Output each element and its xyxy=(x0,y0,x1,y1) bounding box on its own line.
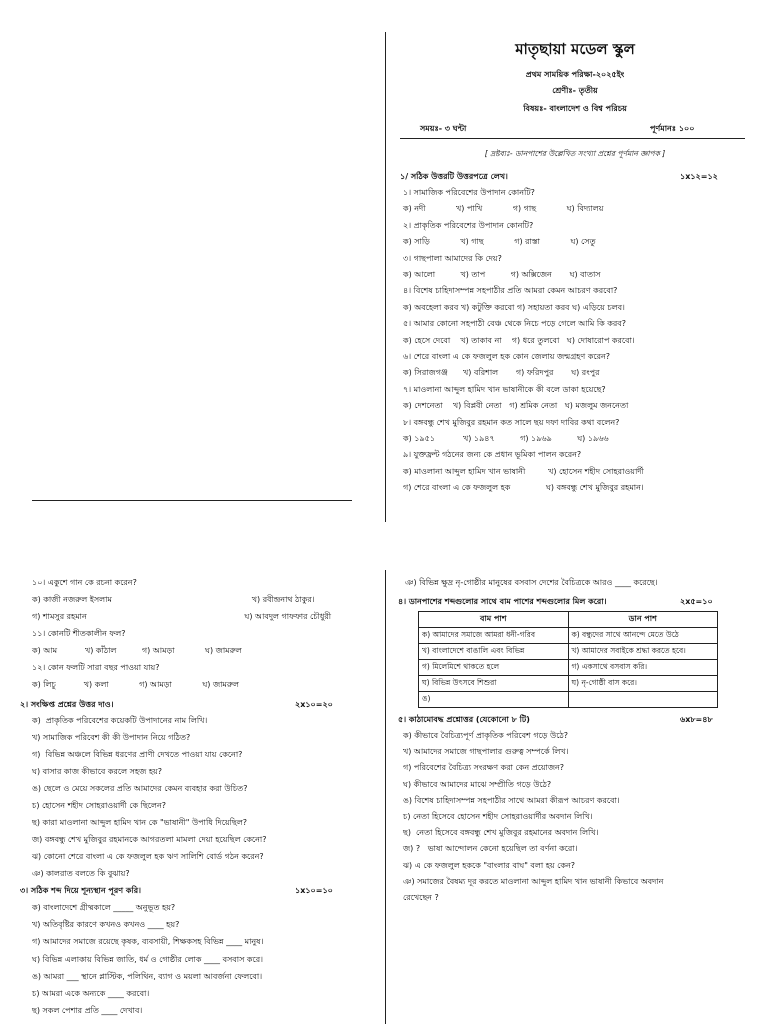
q5-line: ঝ) এ কে ফজলুল হককে "বাংলার বাঘ" বলা হয় কেন? xyxy=(403,860,576,870)
left-column-header: বাম পাশ xyxy=(419,612,569,628)
q5-line: জ) ? ভাষা আন্দোলন কেনো হয়েছিল তা বর্ণনা করো। xyxy=(403,844,578,854)
q2-marks: ২x১০=২০ xyxy=(295,700,333,709)
table-row xyxy=(419,644,718,660)
q5-line: খ) আমাদের সমাজে গাছপালার গুরুত্ব সম্পর্কে লিখ। xyxy=(403,747,569,757)
left-cell: গ) মিলেমিশে থাকতে হলে xyxy=(419,660,569,676)
q5-line: ঘ) কীভাবে আমাদের মাঝে সম্প্রীতি গড়ে উঠে? xyxy=(403,779,552,789)
class-label: শ্রেণীঃ- তৃতীয় xyxy=(552,86,598,95)
q1-marks: ১x১২=১২ xyxy=(680,172,718,181)
q5-line: রেখেছেন ? xyxy=(403,893,439,902)
q3-continued-line: ঞ) বিভিন্ন ক্ষুদ্র নৃ-গোষ্ঠীর মানুষের বসবাস দেশের বৈচিত্রকে আরও ____ করেছে। xyxy=(405,578,658,587)
marks-label: পূর্ণমানঃ ১০০ xyxy=(650,124,695,133)
school-name: মাতৃছায়া মডেল স্কুল xyxy=(515,40,635,58)
q4-marks: ২x৫=১০ xyxy=(680,597,713,606)
q3-line: গ) আমাদের সমাজে রয়েছে কৃষক, ব্যবসায়ী, শিক্ষকসহ বিভিন্ন ____ মানুষ। xyxy=(32,937,264,947)
time-label: সময়ঃ- ৩ ঘন্টা xyxy=(420,124,467,133)
q1-line: ৮। বঙ্গবন্ধু শেখ মুজিবুর রহমান কত সালে ছয় দফা দাবির কথা বলেন? xyxy=(403,417,620,427)
left-cell: খ) বাংলাদেশে বাঙালি এবং বিভিন্ন xyxy=(419,644,569,660)
q1-line: ক) হেসে দেবো খ) তাকাব না গ) ধরে তুলবো ঘ) দোষারোপ করবো। xyxy=(403,335,635,345)
right-cell: ক) বন্ধুদের সাথে আনন্দে মেতে উঠে xyxy=(568,628,718,644)
q1-continued-line: ক) কাজী নজরুল ইসলাম খ) রবীন্দ্রনাথ ঠাকুর। xyxy=(32,595,315,604)
q5-title: ৫। কাঠামোবদ্ধ প্রশ্নোত্তর (যেকোনো ৮ টি) xyxy=(398,715,530,724)
right-cell xyxy=(568,692,718,708)
table-row xyxy=(419,660,718,676)
q2-line: গ) বিভিন্ন অঞ্চলে বিভিন্ন ধরণের প্রাণী দেখতে পাওয়া যায় কেনো? xyxy=(32,750,243,759)
q5-line: ছ) নেতা হিসেবে বঙ্গবন্ধু শেখ মুজিবুর রহমানের অবদান লিখি। xyxy=(403,828,599,838)
q5-line: চ) নেতা হিসেবে হোসেন শহীদ সোহরাওয়ার্দীর অবদান লিখি। xyxy=(403,812,593,821)
q1-continued-line: ক) লিচু খ) কলা গ) আমড়া ঘ) জামরুল xyxy=(32,680,239,689)
table-row xyxy=(419,676,718,692)
matching-table xyxy=(418,611,718,708)
q3-line: খ) অতিবৃষ্টির কারণে কখনও কখনও ____ হয়? xyxy=(32,920,180,930)
right-cell: খ) আমাদের সবাইকে শ্রদ্ধা করতে হবে। xyxy=(568,644,718,660)
q1-line: ক) সিরাজগঞ্জ খ) বরিশাল গ) ফরিদপুর ঘ) রংপুর xyxy=(403,368,600,378)
q5-line: ক) কীভাবে বৈচিত্র্যপূর্ণ প্রাকৃতিক পরিবেশ গড়ে উঠে? xyxy=(403,731,569,740)
q1-continued-line: ক) আম খ) কাঁঠাল গ) আমড়া ঘ) জামরুল xyxy=(32,646,242,655)
q1-line: ৪। বিশেষ চাহিদাসম্পন্ন সহপাঠীর প্রতি আমরা কেমন আচরণ করবো? xyxy=(403,286,618,296)
q3-marks: ১x১০=১০ xyxy=(295,886,333,895)
left-cell: ক) আমাদের সমাজে আমরা ধনী-গরিব xyxy=(419,628,569,644)
q1-line: ক) অবহেলা করব খ) কটুক্তি করবো গ) সহায়তা করব ঘ) এড়িয়ে চলব। xyxy=(403,302,625,312)
left-cell: ঙ) xyxy=(419,692,569,708)
q1-line: ৯। যুক্তফ্রন্ট গঠনের জন্য কে প্রধান ভূমিকা পালন করেন? xyxy=(403,450,582,460)
q1-line: গ) শেরে বাংলা এ কে ফজলুল হক ঘ) বঙ্গবন্ধু শেখ মুজিবুর রহমান। xyxy=(403,483,644,493)
q4-title: ৪। ডানপাশের শব্দগুলোর সাথে বাম পাশের শব্দগুলোর মিল করো। xyxy=(398,597,607,606)
q5-line: ঞ) সমাজের বৈষম্য দূর করতে মাওলানা আব্দুল হামিদ খান ভাষানী কিভাবে অবদান xyxy=(403,876,664,886)
q2-title: ২। সংক্ষিপ্ত প্রশ্নের উত্তর দাও। xyxy=(20,700,114,709)
q1-line: ১। সামাজিক পরিবেশের উপাদান কোনটি? xyxy=(403,188,535,197)
q2-line: জ) বঙ্গবন্ধু শেখ মুজিবুর রহমানকে আগরতলা মামলা দেয়া হয়েছিল কেনো? xyxy=(32,835,267,844)
q2-line: ক) প্রাকৃতিক পরিবেশের কয়েকটি উপাদানের নাম লিখি। xyxy=(32,716,208,725)
q1-line: ২। প্রাকৃতিক পরিবেশের উপাদান কোনটি? xyxy=(403,220,534,230)
right-column-header: ডান পাশ xyxy=(568,612,718,628)
q5-line: গ) পরিবেশের বৈচিত্র্য সংরক্ষণ করা কেন প্রয়োজন? xyxy=(403,763,565,773)
q1-line: ক) মাওলানা আব্দুল হামিদ খান ভাষানী খ) হোসেন শহীদ সোহরাওয়ার্দী xyxy=(403,466,644,476)
page-divider-top xyxy=(385,32,386,522)
q1-line: ৬। শেরে বাংলা এ কে ফজলুল হক কোন জেলায় জন্মগ্রহণ করেন? xyxy=(403,352,611,361)
subject-label: বিষয়ঃ- বাংলাদেশ ও বিশ্ব পরিচয় xyxy=(523,104,627,113)
q1-continued-line: ১১। কোনটি শীতকালীন ফল? xyxy=(32,629,126,638)
q1-line: ক) ১৯৫১ খ) ১৯৪৭ গ) ১৯৬৯ ঘ) ১৯৬৬ xyxy=(403,434,609,443)
table-row xyxy=(419,628,718,644)
q1-line: ক) সাড়ি খ) গাছ গ) রাস্তা ঘ) সেতু xyxy=(403,237,596,247)
q2-line: খ) সামাজিক পরিবেশ কী কী উপাদান নিয়ে গঠিত? xyxy=(32,733,191,742)
q2-line: ঙ) ছেলে ও মেয়ে সকলের প্রতি আমাদের কেমন ব্যবহার করা উচিত? xyxy=(32,784,248,793)
q2-line: ঘ) বাসার কাজ কীভাবে করলে সহজ হয়? xyxy=(32,767,162,776)
q2-line: ঞ) কালরাত বলতে কি বুঝায়? xyxy=(32,869,130,878)
q5-marks: ৬x৮=৪৮ xyxy=(680,715,713,724)
q3-line: ঘ) বিভিন্ন এলাকায় বিভিন্ন জাতি, ধর্ম ও গোষ্ঠীর লোক ____ বসবাস করে। xyxy=(32,954,263,964)
section-rule-left xyxy=(32,500,352,501)
instruction-note: [ দ্রষ্টব্যঃ- ডানপাশের উল্লেখিত সংখ্যা প্রশ্নের পূর্ণমান জ্ঞাপক ] xyxy=(484,149,666,158)
q1-line: ৩। গাছপালা আমাদের কি দেয়? xyxy=(403,253,502,263)
q3-title: ৩। সঠিক শব্দ দিয়ে শূন্যস্থান পূরণ করি। xyxy=(20,886,142,895)
q3-line: চ) আমরা একে অন্যকে ____ করবো। xyxy=(32,989,150,998)
q5-line: ঙ) বিশেষ চাহিদাসম্পন্ন সহপাঠীর সাথে আমরা কীরূপ আচরণ করবো। xyxy=(403,795,620,805)
q1-title: ১/ সঠিক উত্তরটি উত্তরপত্রে লেখ। xyxy=(400,172,508,181)
q1-line: ক) নদী খ) পাখি গ) গাছ ঘ) বিদ্যালয় xyxy=(403,204,604,214)
q1-line: ক) দেশনেতা খ) বিপ্লবী নেতা গ) শ্রমিক নেতা ঘ) মজলুম জননেতা xyxy=(403,401,629,411)
q3-line: ঙ) আমরা ___ স্থানে প্লাস্টিক, পলিথিন, ব্যাগ ও ময়লা আবর্জনা ফেলবো। xyxy=(32,971,263,981)
header-rule xyxy=(400,138,745,139)
q1-line: ৫। আমার কোনো সহপাঠী বেঞ্চ থেকে নিচে পড়ে গেলে আমি কি করব? xyxy=(403,319,626,329)
page-divider-bottom xyxy=(385,570,386,1024)
q1-continued-line: গ) শামসুর রহমান ঘ) আবদুল গাফফার চৌধুরী xyxy=(32,612,332,621)
q3-line: ছ) সকল পেশার প্রতি ____ দেখাব। xyxy=(32,1006,143,1016)
right-cell: গ) একসাথে বসবাস করি। xyxy=(568,660,718,676)
q1-line: ৭। মাওলানা আব্দুল হামিদ খান ভাষানীকে কী বলে ডাকা হয়েছে? xyxy=(403,384,606,394)
table-row xyxy=(419,692,718,708)
q1-continued-line: ১২। কোন ফলটি সারা বছর পাওয়া যায়? xyxy=(32,663,160,672)
q1-line: ক) আলো খ) তাপ গ) অক্সিজেন ঘ) বাতাস xyxy=(403,270,601,279)
q2-line: চ) হোসেন শহীদ সোহরাওয়ার্দী কে ছিলেন? xyxy=(32,801,166,810)
right-cell: ঘ) নৃ-গোষ্ঠী বাস করে। xyxy=(568,676,718,692)
q2-line: ঝ) কোনো শেরে বাংলা এ কে ফজলুল হক ঋণ সালিশি বোর্ড গঠন করেন? xyxy=(32,852,264,861)
q2-line: ছ) কারা মাওলানা আব্দুল হামিদ খান কে "ভাষানী" উপাধি দিয়েছিল? xyxy=(32,818,248,827)
q1-continued-line: ১০। একুশে গান কে রচনা করেন? xyxy=(32,578,137,587)
exam-title: প্রথম সাময়িক পরিক্ষা-২০২৫ইং xyxy=(525,70,625,79)
q3-line: ক) বাংলাদেশে গ্রীষ্মকালে _____ অনুভূত হয়? xyxy=(32,903,176,912)
left-cell: ঘ) বিভিন্ন উৎসবে শিশুরা xyxy=(419,676,569,692)
